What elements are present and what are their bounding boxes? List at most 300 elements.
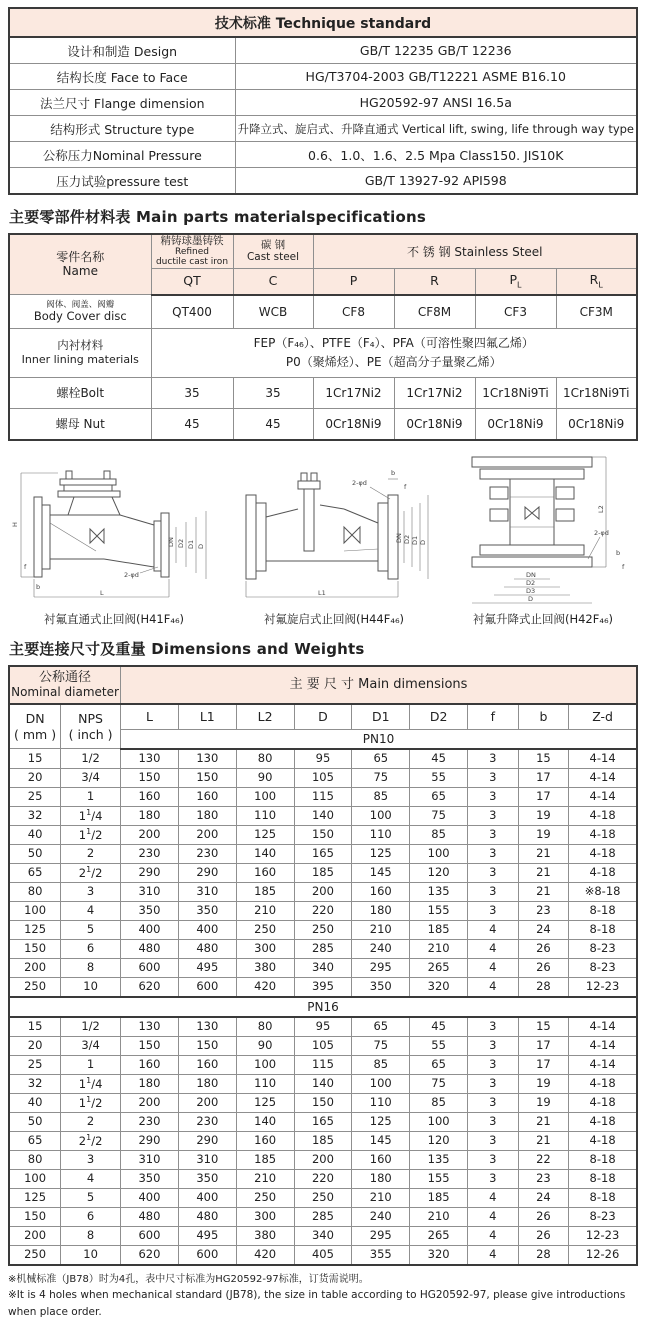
dim-cell: 8-18 — [569, 1169, 637, 1188]
pn10-label: PN10 — [121, 729, 637, 749]
dn-cell: 40 — [9, 1093, 61, 1112]
dim-label-d1: D1 — [187, 539, 195, 549]
nps-cell: 6 — [61, 939, 121, 958]
dim-cell: 15 — [518, 1017, 569, 1037]
dim-cell: 120 — [410, 863, 468, 882]
materials-cell: QT400 — [151, 295, 233, 329]
dim-cell: 600 — [178, 1245, 236, 1265]
dim-cell: 3 — [468, 1074, 519, 1093]
dim-cell: 160 — [352, 882, 410, 901]
dim-row — [9, 882, 637, 901]
dn-header: DN ( mm ) — [9, 704, 61, 749]
dim-cell: 4 — [468, 1226, 519, 1245]
dim-cell: 155 — [410, 1169, 468, 1188]
dim-cell: 600 — [121, 958, 179, 977]
tech-label: 结构形式 Structure type — [9, 116, 235, 142]
dim-cell: 21 — [518, 1131, 569, 1150]
dim-label-h: H — [11, 521, 19, 527]
col-header-l: L — [121, 704, 179, 730]
dim-row — [9, 939, 637, 958]
materials-row-nut — [9, 408, 637, 440]
materials-section-title: 主要零部件材料表 Main parts materialspecifications — [9, 208, 426, 226]
dim-cell: 75 — [410, 1074, 468, 1093]
dimensions-section-title: 主要连接尺寸及重量 Dimensions and Weights — [9, 639, 365, 658]
col-header-b: b — [518, 704, 569, 730]
nps-cell: $1^1/2$ — [61, 825, 121, 844]
dimensions-table — [8, 665, 638, 1266]
dim-cell: 19 — [518, 1074, 569, 1093]
dim-cell: 4-18 — [569, 1131, 637, 1150]
dim-cell: 290 — [121, 1131, 179, 1150]
dim-row — [9, 977, 637, 997]
materials-cell: WCB — [233, 295, 313, 329]
dn-cell: 150 — [9, 939, 61, 958]
valve-cross-section-h42 — [448, 451, 638, 607]
dim-cell: 150 — [121, 768, 179, 787]
col-header-d1: D1 — [352, 704, 410, 730]
dim-cell: 100 — [352, 1074, 410, 1093]
dim-cell: 4 — [468, 939, 519, 958]
dim-cell: 620 — [121, 977, 179, 997]
dim-cell: 320 — [410, 1245, 468, 1265]
nps-cell: 4 — [61, 901, 121, 920]
materials-row-label: 螺母 Nut — [9, 408, 151, 440]
dim-cell: 115 — [294, 1055, 352, 1074]
dim-cell: 395 — [294, 977, 352, 997]
dim-cell: 55 — [410, 768, 468, 787]
materials-row-bolt — [9, 377, 637, 408]
dim-cell: 4-14 — [569, 1055, 637, 1074]
dim-cell: 17 — [518, 787, 569, 806]
dim-cell: 210 — [236, 901, 294, 920]
dn-cell: 25 — [9, 787, 61, 806]
dim-cell: 230 — [121, 844, 179, 863]
col-header-f: f — [468, 704, 519, 730]
dn-cell: 80 — [9, 882, 61, 901]
dim-cell: 125 — [352, 1112, 410, 1131]
dim-cell: 320 — [410, 977, 468, 997]
tech-label: 法兰尺寸 Flange dimension — [9, 90, 235, 116]
dim-cell: 200 — [121, 825, 179, 844]
dim-cell: 180 — [178, 1074, 236, 1093]
tech-value: HG20592-97 ANSI 16.5a — [235, 90, 637, 116]
dim-row — [9, 1074, 637, 1093]
dim-row — [9, 958, 637, 977]
dim-label-f: f — [622, 562, 625, 571]
dim-cell: 400 — [121, 1188, 179, 1207]
dimensions-header-row2 — [9, 704, 637, 730]
dim-label-l: L — [100, 588, 104, 597]
dim-cell: 12-26 — [569, 1245, 637, 1265]
dim-cell: 4-14 — [569, 1017, 637, 1037]
dim-cell: 125 — [236, 825, 294, 844]
dim-cell: 180 — [121, 806, 179, 825]
dim-label-l2: L2 — [597, 504, 605, 513]
dim-cell: 265 — [410, 958, 468, 977]
dim-cell: 380 — [236, 958, 294, 977]
material-code-p: P — [313, 268, 394, 295]
dim-cell: 17 — [518, 1055, 569, 1074]
dim-cell: 4-18 — [569, 844, 637, 863]
dim-cell: 4-14 — [569, 749, 637, 769]
dim-cell: 3 — [468, 749, 519, 769]
dim-cell: 185 — [294, 863, 352, 882]
dim-row — [9, 1112, 637, 1131]
dn-cell: 50 — [9, 844, 61, 863]
tech-row-pressure — [9, 142, 637, 168]
dim-cell: 19 — [518, 825, 569, 844]
dn-cell: 32 — [9, 1074, 61, 1093]
dim-cell: 80 — [236, 1017, 294, 1037]
tech-label: 设计和制造 Design — [9, 37, 235, 64]
dim-cell: 21 — [518, 844, 569, 863]
dim-cell: 600 — [178, 977, 236, 997]
nps-cell: 4 — [61, 1169, 121, 1188]
dim-label-dn: DN — [526, 570, 536, 579]
dim-cell: ※8-18 — [569, 882, 637, 901]
dim-cell: 480 — [121, 939, 179, 958]
materials-cell: 1Cr18Ni9Ti — [556, 377, 637, 408]
dim-cell: 28 — [518, 1245, 569, 1265]
dim-label-l1: L1 — [318, 588, 326, 597]
material-code-qt: QT — [151, 268, 233, 295]
dim-cell: 4 — [468, 958, 519, 977]
dn-cell: 200 — [9, 958, 61, 977]
dim-cell: 21 — [518, 1112, 569, 1131]
dim-label-d3: D3 — [526, 586, 536, 595]
tech-value: 0.6、1.0、1.6、2.5 Mpa Class150. JIS10K — [235, 142, 637, 168]
dim-row — [9, 1131, 637, 1150]
dim-label-holes: 2-φd — [352, 478, 367, 487]
nps-cell: 2 — [61, 1112, 121, 1131]
dim-cell: 80 — [236, 749, 294, 769]
dim-cell: 85 — [352, 787, 410, 806]
nominal-diameter-header: 公称通径 Nominal diameter — [9, 666, 121, 704]
valve-drawings — [8, 451, 638, 627]
dim-cell: 200 — [178, 825, 236, 844]
dim-cell: 26 — [518, 1226, 569, 1245]
dim-cell: 4-18 — [569, 863, 637, 882]
nps-cell: 8 — [61, 1226, 121, 1245]
dim-cell: 24 — [518, 920, 569, 939]
dim-cell: 180 — [352, 1169, 410, 1188]
tech-label: 结构长度 Face to Face — [9, 64, 235, 90]
materials-cell: 0Cr18Ni9 — [556, 408, 637, 440]
dim-cell: 23 — [518, 1169, 569, 1188]
dim-label-d: D — [528, 594, 534, 603]
dim-cell: 3 — [468, 1150, 519, 1169]
dn-cell: 25 — [9, 1055, 61, 1074]
dim-row — [9, 1207, 637, 1226]
dim-cell: 8-18 — [569, 920, 637, 939]
dim-cell: 130 — [178, 1017, 236, 1037]
dn-cell: 65 — [9, 863, 61, 882]
dim-cell: 165 — [294, 844, 352, 863]
materials-cell: CF8 — [313, 295, 394, 329]
dim-cell: 4 — [468, 1245, 519, 1265]
dim-cell: 200 — [294, 1150, 352, 1169]
dim-cell: 250 — [294, 1188, 352, 1207]
materials-cell: 1Cr17Ni2 — [313, 377, 394, 408]
dim-cell: 100 — [236, 787, 294, 806]
dim-cell: 4-14 — [569, 768, 637, 787]
materials-carbon-header: 碳 钢 Cast steel — [233, 234, 313, 268]
dn-cell: 125 — [9, 1188, 61, 1207]
dim-cell: 17 — [518, 768, 569, 787]
dim-cell: 3 — [468, 1112, 519, 1131]
dim-cell: 185 — [294, 1131, 352, 1150]
material-code-rl: $R_L$ — [556, 268, 637, 295]
drawing-caption-h44: 衬氟旋启式止回阀(H44F₄₆) — [263, 611, 405, 626]
dim-cell: 8-18 — [569, 901, 637, 920]
dim-label-d1: D1 — [411, 535, 419, 545]
dim-cell: 8-23 — [569, 958, 637, 977]
dim-cell: 355 — [352, 1245, 410, 1265]
dn-cell: 40 — [9, 825, 61, 844]
nps-cell: 2 — [61, 844, 121, 863]
dim-cell: 100 — [352, 806, 410, 825]
dimensions-header-row1 — [9, 666, 637, 704]
nps-cell: 3/4 — [61, 1036, 121, 1055]
dim-cell: 3 — [468, 825, 519, 844]
dim-row — [9, 825, 637, 844]
materials-cell: 1Cr17Ni2 — [394, 377, 475, 408]
nps-cell: $1^1/2$ — [61, 1093, 121, 1112]
dim-cell: 135 — [410, 882, 468, 901]
dim-cell: 290 — [178, 1131, 236, 1150]
dim-cell: 140 — [236, 844, 294, 863]
dim-cell: 290 — [121, 863, 179, 882]
dim-cell: 145 — [352, 863, 410, 882]
dim-cell: 130 — [121, 1017, 179, 1037]
dim-row — [9, 1150, 637, 1169]
dim-row — [9, 1036, 637, 1055]
dim-cell: 250 — [236, 920, 294, 939]
technique-standard-title: 技术标准 Technique standard — [9, 8, 637, 37]
dim-cell: 4-18 — [569, 1112, 637, 1131]
dim-cell: 8-18 — [569, 1150, 637, 1169]
dim-row — [9, 901, 637, 920]
dim-cell: 150 — [178, 1036, 236, 1055]
dim-cell: 230 — [178, 1112, 236, 1131]
dim-cell: 75 — [352, 768, 410, 787]
dim-label-d2: D2 — [177, 538, 185, 548]
dim-cell: 160 — [121, 787, 179, 806]
dim-row — [9, 1188, 637, 1207]
dim-row — [9, 1169, 637, 1188]
dim-cell: 160 — [236, 1131, 294, 1150]
dim-cell: 420 — [236, 977, 294, 997]
dim-row — [9, 1245, 637, 1265]
drawing-caption-h42: 衬氟升降式止回阀(H42F₄₆) — [472, 611, 614, 626]
dim-cell: 130 — [178, 749, 236, 769]
dim-label-f: f — [404, 482, 407, 491]
dim-cell: 3 — [468, 901, 519, 920]
dim-cell: 495 — [178, 1226, 236, 1245]
dim-cell: 295 — [352, 1226, 410, 1245]
dim-cell: 19 — [518, 806, 569, 825]
dn-cell: 100 — [9, 901, 61, 920]
dim-cell: 350 — [121, 901, 179, 920]
footnote-en: ※It is 4 holes when mechanical standard (JB78), the size in table according to HG20592-97, please give introductions when place order. — [8, 1289, 626, 1318]
dim-cell: 3 — [468, 768, 519, 787]
nps-cell: 6 — [61, 1207, 121, 1226]
dim-cell: 65 — [352, 1017, 410, 1037]
dim-cell: 8-18 — [569, 1188, 637, 1207]
dim-cell: 28 — [518, 977, 569, 997]
dim-label-d2: D2 — [403, 534, 411, 544]
technique-standard-table — [8, 7, 638, 195]
dim-cell: 55 — [410, 1036, 468, 1055]
dim-row — [9, 806, 637, 825]
dim-row — [9, 787, 637, 806]
dim-cell: 210 — [236, 1169, 294, 1188]
dim-cell: 400 — [178, 920, 236, 939]
pn16-band — [9, 997, 637, 1017]
dim-cell: 15 — [518, 749, 569, 769]
dim-cell: 110 — [236, 1074, 294, 1093]
nps-cell: 10 — [61, 1245, 121, 1265]
materials-row-inner-lining — [9, 328, 637, 377]
dn-cell: 20 — [9, 1036, 61, 1055]
tech-label: 公称压力Nominal Pressure — [9, 142, 235, 168]
dim-cell: 140 — [294, 806, 352, 825]
dim-cell: 300 — [236, 939, 294, 958]
dim-cell: 310 — [121, 882, 179, 901]
nps-cell: 5 — [61, 1188, 121, 1207]
dim-cell: 21 — [518, 882, 569, 901]
dim-cell: 125 — [352, 844, 410, 863]
dim-cell: 185 — [236, 1150, 294, 1169]
dim-cell: 4 — [468, 920, 519, 939]
dim-cell: 3 — [468, 882, 519, 901]
dn-cell: 50 — [9, 1112, 61, 1131]
dim-cell: 480 — [121, 1207, 179, 1226]
dim-cell: 350 — [178, 1169, 236, 1188]
col-header-d2: D2 — [410, 704, 468, 730]
materials-header-row1 — [9, 234, 637, 268]
dim-cell: 3 — [468, 1169, 519, 1188]
col-header-l1: L1 — [178, 704, 236, 730]
pn16-label: PN16 — [9, 997, 637, 1017]
tech-row-flange — [9, 90, 637, 116]
dim-cell: 350 — [352, 977, 410, 997]
dim-cell: 210 — [410, 1207, 468, 1226]
tech-label: 压力试验pressure test — [9, 168, 235, 195]
tech-row-structure — [9, 116, 637, 142]
dim-cell: 4-18 — [569, 806, 637, 825]
dn-cell: 100 — [9, 1169, 61, 1188]
dn-cell: 20 — [9, 768, 61, 787]
materials-cell: 0Cr18Ni9 — [313, 408, 394, 440]
materials-cell: 45 — [151, 408, 233, 440]
dim-cell: 19 — [518, 1093, 569, 1112]
dim-cell: 140 — [236, 1112, 294, 1131]
dim-cell: 120 — [410, 1131, 468, 1150]
dim-cell: 160 — [178, 787, 236, 806]
materials-lining-value: FEP（F₄₆）、PTFE（F₄）、PFA（可溶性聚四氟乙烯） P0（聚烯烃）、PE（超高分子量聚乙烯） — [151, 328, 637, 377]
main-dimensions-header: 主 要 尺 寸 Main dimensions — [121, 666, 637, 704]
dim-cell: 350 — [121, 1169, 179, 1188]
material-code-pl: $P_L$ — [475, 268, 556, 295]
dim-cell: 310 — [121, 1150, 179, 1169]
dim-cell: 165 — [294, 1112, 352, 1131]
dim-cell: 26 — [518, 958, 569, 977]
dim-cell: 8-23 — [569, 1207, 637, 1226]
dim-cell: 95 — [294, 749, 352, 769]
materials-cell: 45 — [233, 408, 313, 440]
dim-row — [9, 749, 637, 769]
dim-cell: 24 — [518, 1188, 569, 1207]
dim-cell: 350 — [178, 901, 236, 920]
dim-row — [9, 1017, 637, 1037]
dim-label-holes: 2-φd — [124, 570, 139, 579]
dim-cell: 100 — [410, 844, 468, 863]
dim-cell: 65 — [410, 787, 468, 806]
dim-cell: 90 — [236, 768, 294, 787]
dim-cell: 110 — [352, 1093, 410, 1112]
dim-cell: 180 — [178, 806, 236, 825]
dim-cell: 45 — [410, 749, 468, 769]
dim-cell: 4-14 — [569, 1036, 637, 1055]
dim-cell: 65 — [410, 1055, 468, 1074]
dim-cell: 310 — [178, 882, 236, 901]
tech-value: GB/T 12235 GB/T 12236 — [235, 37, 637, 64]
dim-cell: 600 — [121, 1226, 179, 1245]
dn-cell: 250 — [9, 1245, 61, 1265]
dim-cell: 185 — [236, 882, 294, 901]
nps-cell: 1/2 — [61, 749, 121, 769]
dim-cell: 105 — [294, 768, 352, 787]
materials-row-body-cover-disc — [9, 295, 637, 329]
dim-cell: 185 — [410, 1188, 468, 1207]
nps-header: NPS ( inch ) — [61, 704, 121, 749]
dn-cell: 250 — [9, 977, 61, 997]
nps-cell: 3/4 — [61, 768, 121, 787]
dim-cell: 400 — [178, 1188, 236, 1207]
valve-cross-section-h44 — [234, 465, 434, 607]
dim-label-dn: DN — [167, 536, 175, 547]
dim-cell: 480 — [178, 1207, 236, 1226]
dim-cell: 3 — [468, 1093, 519, 1112]
dim-cell: 150 — [178, 768, 236, 787]
dim-cell: 3 — [468, 1131, 519, 1150]
materials-refined-header: 精铸球墨铸铁 Refined ductile cast iron — [151, 234, 233, 268]
nps-cell: 3 — [61, 882, 121, 901]
dim-cell: 65 — [352, 749, 410, 769]
dim-cell: 17 — [518, 1036, 569, 1055]
dn-cell: 15 — [9, 749, 61, 769]
dim-cell: 21 — [518, 863, 569, 882]
dn-cell: 200 — [9, 1226, 61, 1245]
dim-row — [9, 920, 637, 939]
dim-cell: 145 — [352, 1131, 410, 1150]
materials-name-zh: 零件名称 — [56, 249, 105, 264]
dim-label-d: D — [197, 543, 205, 549]
dim-cell: 285 — [294, 939, 352, 958]
dim-label-b: b — [616, 548, 621, 557]
dim-cell: 295 — [352, 958, 410, 977]
material-code-c: C — [233, 268, 313, 295]
dim-cell: 250 — [236, 1188, 294, 1207]
materials-name-header — [9, 234, 151, 295]
nps-cell: 10 — [61, 977, 121, 997]
dim-cell: 4-18 — [569, 825, 637, 844]
dn-cell: 65 — [9, 1131, 61, 1150]
dim-cell: 340 — [294, 958, 352, 977]
dim-cell: 135 — [410, 1150, 468, 1169]
materials-cell: 1Cr18Ni9Ti — [475, 377, 556, 408]
